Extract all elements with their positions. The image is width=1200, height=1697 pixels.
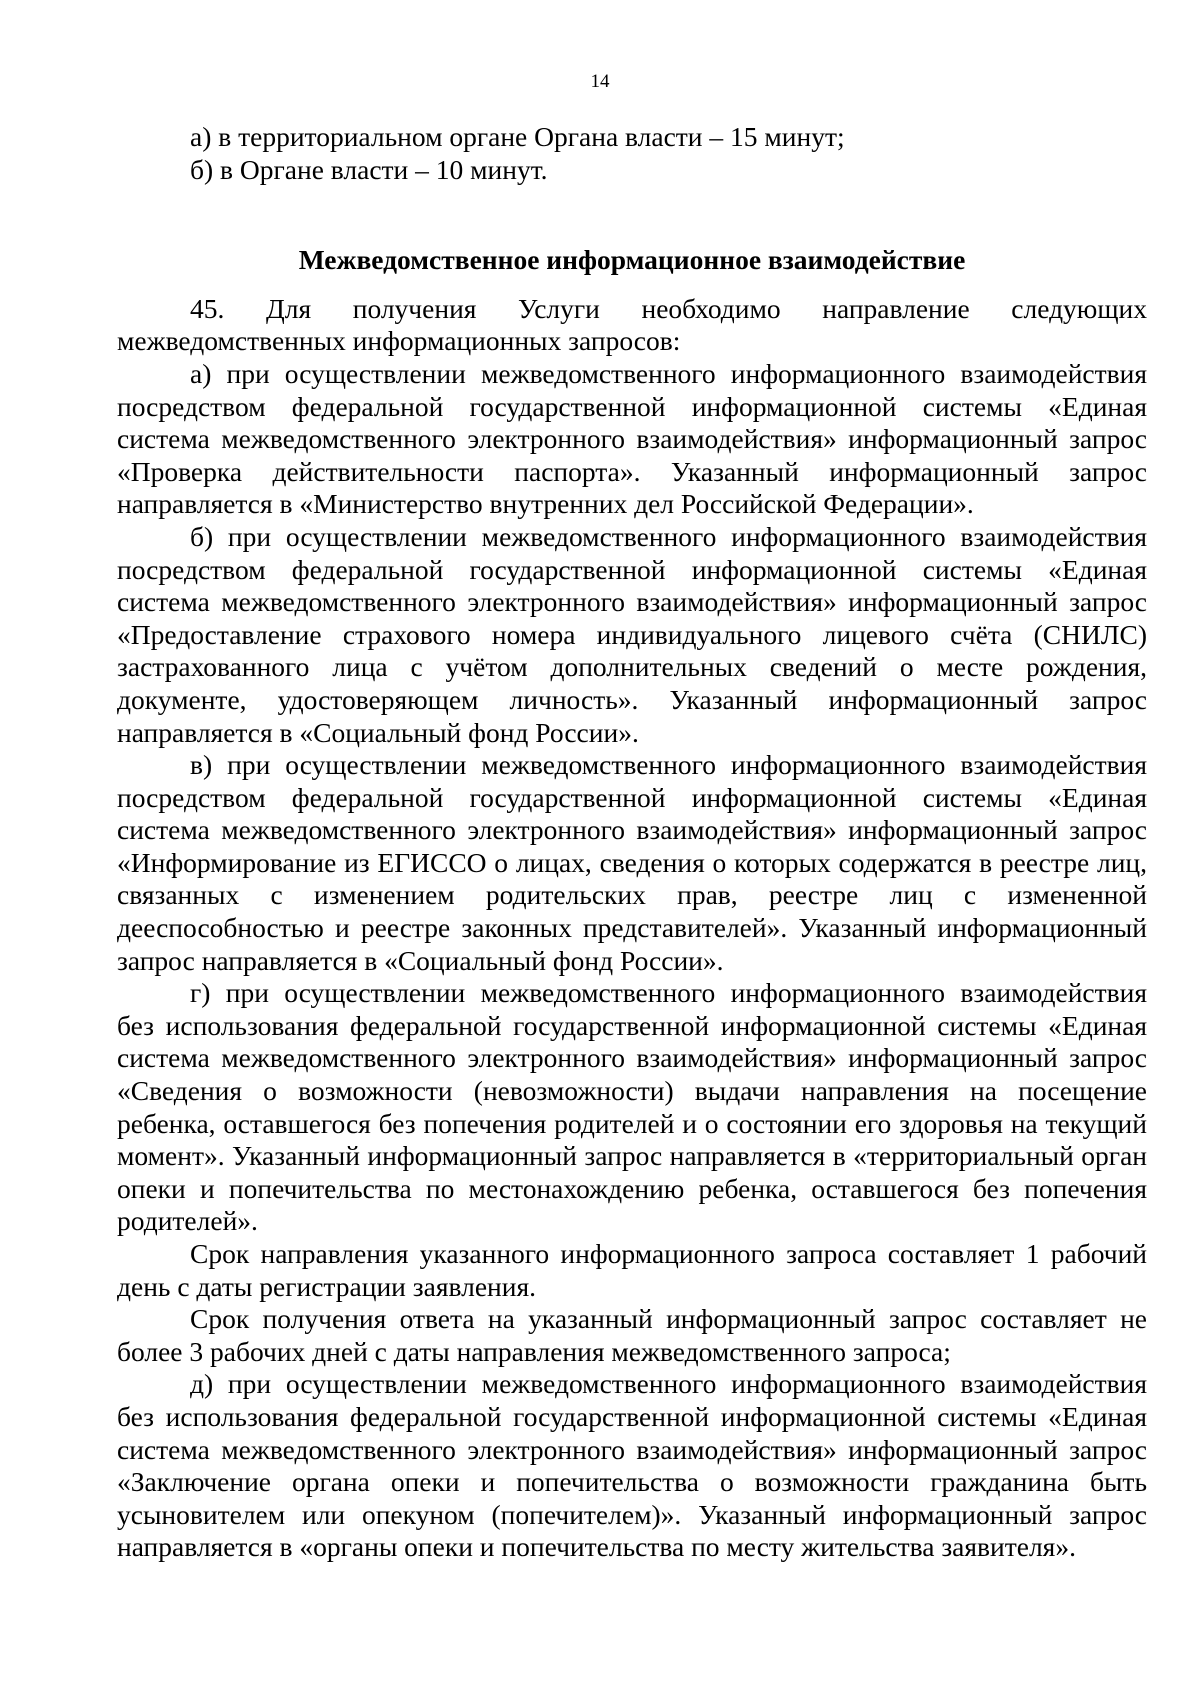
paragraph-request-deadline: Срок направления указанного информационного запроса составляет 1 рабочий день с даты регистрации заявления.: [117, 1238, 1147, 1302]
intro-line-a: а) в территориальном органе Органа власти – 15 минут;: [190, 121, 845, 152]
paragraph-45: 45. Для получения Услуги необходимо направление следующих межведомственных информационных запросов:: [117, 292, 1147, 357]
page-number: 14: [590, 71, 610, 92]
paragraph-item-d: д) при осуществлении межведомственного информационного взаимодействия без использования федеральной государственной информационной системы «Единая система межведомственного электронного взаимодействия» информационный запрос «Заключение органа опеки и попечительства о возможности гражданина быть усыновителем или опекуном (попечителем)». Указанный информационный запрос направляется в «органы опеки и попечительства по месту жительства заявителя».: [117, 1368, 1147, 1563]
paragraph-item-v: в) при осуществлении межведомственного информационного взаимодействия посредством федеральной государственной информационной системы «Единая система межведомственного электронного взаимодействия» информационный запрос «Информирование из ЕГИССО о лицах, сведения о которых содержатся в реестре лиц, связанных с изменением родительских прав, реестре лиц с измененной дееспособностью и реестре законных представителей». Указанный информационный запрос направляется в «Социальный фонд России».: [117, 749, 1147, 976]
paragraph-item-a: а) при осуществлении межведомственного информационного взаимодействия посредством федеральной государственной информационной системы «Единая система межведомственного электронного взаимодействия» информационный запрос «Проверка действительности паспорта». Указанный информационный запрос направляется в «Министерство внутренних дел Российской Федерации».: [117, 357, 1147, 520]
intro-line-b: б) в Органе власти – 10 минут.: [190, 153, 548, 185]
document-body: [117, 121, 1147, 1564]
paragraph-item-g: г) при осуществлении межведомственного информационного взаимодействия без использования федеральной государственной информационной системы «Единая система межведомственного электронного взаимодействия» информационный запрос «Сведения о возможности (невозможности) выдачи направления на посещение ребенка, оставшегося без попечения родителей и о состоянии его здоровья на текущий момент». Указанный информационный запрос направляется в «территориальный орган опеки и попечительства по местонахождению ребенка, оставшегося без попечения родителей».: [117, 977, 1147, 1237]
paragraph-response-deadline: Срок получения ответа на указанный информационный запрос составляет не более 3 рабочих дней с даты направления межведомственного запроса;: [117, 1303, 1147, 1367]
section-title: Межведомственное информационное взаимодействие: [298, 244, 966, 276]
paragraph-item-b: б) при осуществлении межведомственного информационного взаимодействия посредством федеральной государственной информационной системы «Единая система межведомственного электронного взаимодействия» информационный запрос «Предоставление страхового номера индивидуального лицевого счёта (СНИЛС) застрахованного лица с учётом дополнительных сведений о месте рождения, документе, удостоверяющем личность». Указанный информационный запрос направляется в «Социальный фонд России».: [117, 520, 1147, 748]
